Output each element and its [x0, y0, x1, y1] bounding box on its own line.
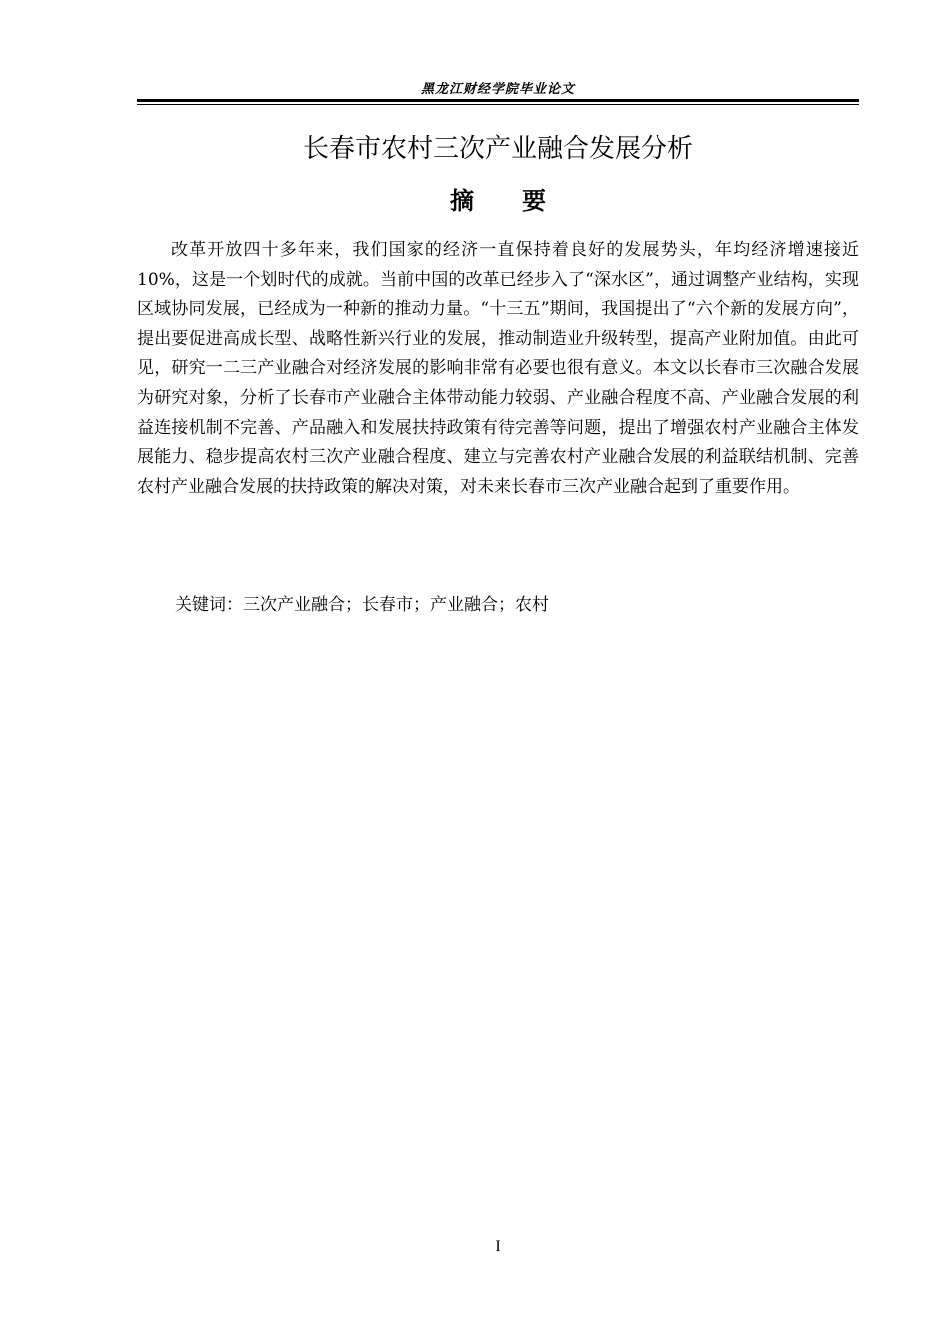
keywords-value: 三次产业融合；长春市；产业融合；农村	[243, 595, 549, 615]
abstract-heading-char-1: 摘	[450, 187, 474, 215]
abstract-body: 改革开放四十多年来，我们国家的经济一直保持着良好的发展势头，年均经济增速接近10%，这是一个划时代的成就。当前中国的改革已经步入了“深水区”，通过调整产业结构，实现区域协同发展，已经成为一种新的推动力量。“十三五”期间，我国提出了“六个新的发展方向”，提出要促进高成长型、战略性新兴行业的发展，推动制造业升级转型，提高产业附加值。由此可见，研究一二三产业融合对经济发展的影响非常有必要也很有意义。本文以长春市三次融合发展为研究对象，分析了长春市产业融合主体带动能力较弱、产业融合程度不高、产业融合发展的利益连接机制不完善、产品融入和发展扶持政策有待完善等问题，提出了增强农村产业融合主体发展能力、稳步提高农村三次产业融合程度、建立与完善农村产业融合发展的利益联结机制、完善农村产业融合发展的扶持政策的解决对策，对未来长春市三次产业融合起到了重要作用。	[137, 240, 859, 497]
abstract-heading	[137, 184, 859, 218]
header-rule-thin	[137, 104, 859, 105]
abstract-heading-char-2: 要	[522, 187, 546, 215]
running-header: 黑龙江财经学院毕业论文	[420, 82, 575, 97]
paper-title: 长春市农村三次产业融合发展分析	[302, 134, 693, 164]
keywords-label: 关键词：	[175, 595, 243, 615]
page-number: I	[495, 1238, 501, 1255]
header-rule-thick	[137, 99, 859, 102]
keywords-line	[175, 591, 859, 619]
